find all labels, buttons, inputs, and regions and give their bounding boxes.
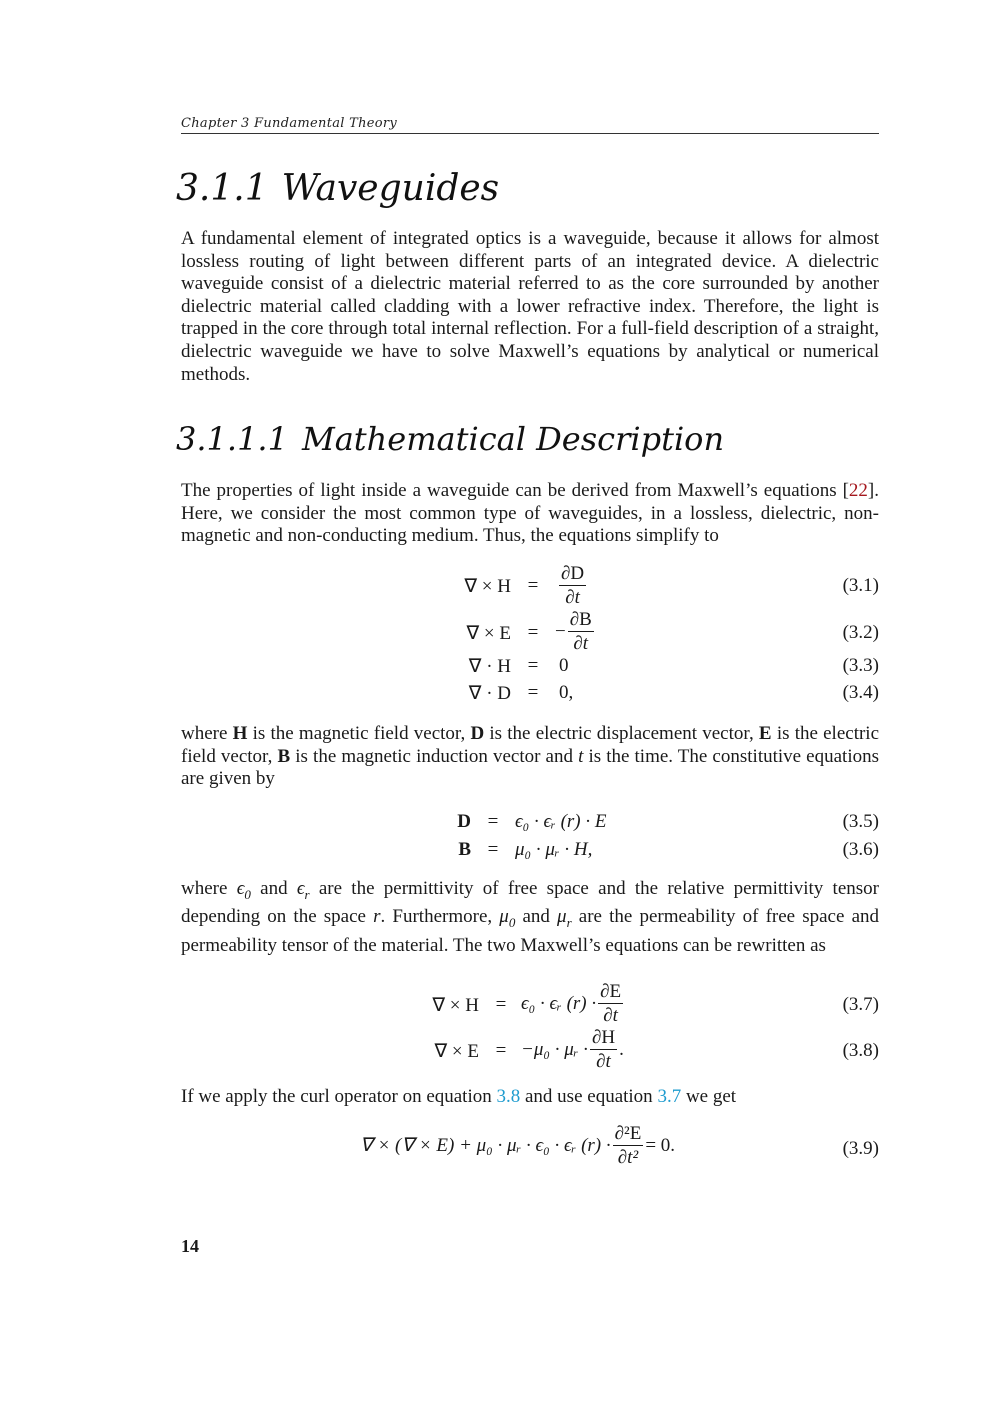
paragraph-text: is the magnetic field vector, xyxy=(247,723,471,744)
equation-rhs xyxy=(557,564,588,607)
paragraph-text: is the magnetic induction vector and xyxy=(290,745,579,767)
numerator: ∂D xyxy=(561,563,585,584)
equation-lhs: D xyxy=(457,811,471,832)
paragraph-field-vectors xyxy=(181,723,879,791)
equation-relation: = xyxy=(527,655,539,676)
symbol-base: μ xyxy=(557,906,567,928)
paragraph-text: where xyxy=(181,878,237,899)
equation-number: (3.5) xyxy=(842,811,879,832)
equation-rhs xyxy=(555,610,596,653)
paragraph-text: and xyxy=(250,878,297,899)
equation-body xyxy=(360,1124,675,1167)
paragraph-text: is the electric field vector, xyxy=(181,723,880,767)
fraction xyxy=(598,982,623,1025)
denominator: ∂t xyxy=(565,587,580,608)
paragraph-text: where xyxy=(181,723,233,744)
paragraph-text: If we apply the curl operator on equation xyxy=(181,1086,497,1107)
equation-3-3 xyxy=(181,655,879,681)
equation-lhs: ∇ × H xyxy=(464,576,511,597)
page-number: 14 xyxy=(181,1236,199,1256)
symbol-base: ϵ xyxy=(236,878,245,899)
fraction xyxy=(613,1124,644,1167)
equation-prefix: −μ₀ · μᵣ · xyxy=(521,1038,588,1060)
section-heading-mathematical-description xyxy=(176,420,724,458)
equation-lhs: ∇ · D xyxy=(468,683,511,704)
paragraph-intro: A fundamental element of integrated optics is a waveguide, because it allows for almost lossless routing of light between different parts of an integrated device. A dielectric waveguide consist of a dielectric material referred to as the core surrounded by another dielectric material called cladding with a lower refractive index. Therefore, the light is trapped in the core through total internal reflection. For a full-field description of a straight, dielectric waveguide we have to solve Maxwell’s equations by analytical or numerical methods. xyxy=(181,228,879,385)
denominator: ∂t xyxy=(596,1051,611,1072)
equation-relation: = xyxy=(527,575,539,596)
section-number: 3.1.1 xyxy=(176,168,268,209)
equation-suffix: = 0. xyxy=(645,1134,676,1156)
section-heading-waveguides xyxy=(176,168,499,209)
equation-relation: = xyxy=(527,622,539,643)
equation-3-6 xyxy=(181,839,879,865)
paragraph-curl xyxy=(181,1086,879,1109)
equation-number: (3.4) xyxy=(842,682,879,703)
equation-rhs: ϵ₀ · ϵᵣ (r) · E xyxy=(515,811,607,832)
equation-relation: = xyxy=(487,839,499,860)
equation-reference-link[interactable]: 3.8 xyxy=(496,1086,521,1107)
equation-3-8 xyxy=(181,1028,879,1074)
equation-3-9 xyxy=(181,1124,879,1174)
equation-lhs: B xyxy=(458,839,471,860)
equation-rhs xyxy=(521,1028,624,1071)
equation-relation: = xyxy=(495,994,507,1015)
paragraph-text: . Furthermore, xyxy=(380,906,500,928)
equation-relation: = xyxy=(495,1040,507,1061)
paragraph-text: and use equation xyxy=(520,1086,658,1107)
equation-prefix: ϵ₀ · ϵᵣ (r) · xyxy=(521,992,597,1014)
symbol-t: t xyxy=(578,745,584,767)
fraction xyxy=(590,1028,617,1071)
equation-rhs: 0 xyxy=(559,655,569,676)
symbol-subscript: r xyxy=(566,915,572,931)
symbol-subscript: 0 xyxy=(244,886,251,902)
equation-3-4 xyxy=(181,682,879,708)
equation-lhs: ∇ · H xyxy=(468,656,511,677)
fraction xyxy=(568,610,594,653)
symbol-base: μ xyxy=(499,906,509,928)
numerator: ∂E xyxy=(600,981,622,1002)
symbol-mur xyxy=(557,906,572,931)
equation-rhs: μ₀ · μᵣ · H, xyxy=(515,839,593,860)
equation-3-2 xyxy=(181,610,879,656)
equation-lhs: ∇ × H xyxy=(432,995,479,1016)
numerator: ∂B xyxy=(569,609,592,630)
equation-3-7 xyxy=(181,982,879,1028)
equation-number: (3.6) xyxy=(842,839,879,860)
equation-3-5 xyxy=(181,811,879,837)
running-head: Chapter 3 Fundamental Theory xyxy=(181,116,879,134)
section-title: Waveguides xyxy=(281,168,500,209)
denominator: ∂t xyxy=(603,1005,618,1026)
section-number: 3.1.1.1 xyxy=(176,420,288,458)
equation-prefix: − xyxy=(555,620,566,642)
numerator: ∂H xyxy=(591,1027,616,1048)
symbol-base: ϵ xyxy=(296,878,305,899)
symbol-h: H xyxy=(232,723,248,744)
denominator: ∂t² xyxy=(617,1147,639,1168)
paragraph-properties xyxy=(181,480,879,548)
equation-prefix: ∇ × (∇ × E) + μ₀ · μᵣ · ϵ₀ · ϵᵣ (r) · xyxy=(360,1135,611,1156)
symbol-e: E xyxy=(758,723,772,744)
paragraph-text: is the electric displacement vector, xyxy=(484,723,759,744)
equation-relation: = xyxy=(527,682,539,703)
symbol-b: B xyxy=(277,745,291,767)
fraction xyxy=(559,564,586,607)
equation-number: (3.2) xyxy=(842,622,879,643)
equation-number: (3.9) xyxy=(842,1138,879,1159)
paragraph-text: and xyxy=(515,906,558,928)
paragraph-text: we get xyxy=(681,1086,737,1107)
paragraph-text: is the time. The constitutive equations are given by xyxy=(181,745,880,790)
equation-3-1 xyxy=(181,564,879,610)
equation-reference-link[interactable]: 3.7 xyxy=(657,1086,682,1107)
symbol-subscript: 0 xyxy=(508,915,516,931)
symbol-d: D xyxy=(470,723,485,744)
symbol-mu0 xyxy=(499,906,516,931)
equation-number: (3.1) xyxy=(842,575,879,596)
symbol-eps0 xyxy=(236,878,251,902)
paragraph-text: The properties of light inside a waveguide can be derived from Maxwell’s equations [ xyxy=(181,480,849,501)
equation-lhs: ∇ × E xyxy=(434,1041,479,1062)
symbol-epsr xyxy=(296,878,310,902)
symbol-subscript: r xyxy=(304,886,310,902)
equation-number: (3.7) xyxy=(842,994,879,1015)
paragraph-text: are the permittivity of free space and the relative permittivity tensor depending on the space xyxy=(181,878,879,928)
symbol-r: r xyxy=(373,906,381,928)
citation-link[interactable]: 22 xyxy=(848,480,868,501)
equation-rhs: 0, xyxy=(559,682,574,703)
equation-rhs xyxy=(521,982,625,1025)
equation-number: (3.3) xyxy=(842,655,879,676)
paragraph-text: are the permeability of free space and permeability tensor of the material. The two Maxwell’s equations can be rewritten as xyxy=(181,906,879,956)
paragraph-text: ]. Here, we consider the most common type of waveguides, in a lossless, dielectric, non-magnetic and non-conducting medium. Thus, the equations simplify to xyxy=(181,480,879,547)
equation-relation: = xyxy=(487,811,499,832)
equation-number: (3.8) xyxy=(842,1040,879,1061)
equation-lhs: ∇ × E xyxy=(466,623,511,644)
numerator: ∂²E xyxy=(614,1123,642,1144)
denominator: ∂t xyxy=(573,633,589,654)
paragraph-permittivity xyxy=(181,878,879,957)
section-title: Mathematical Description xyxy=(301,420,725,458)
equation-suffix: . xyxy=(619,1038,624,1060)
